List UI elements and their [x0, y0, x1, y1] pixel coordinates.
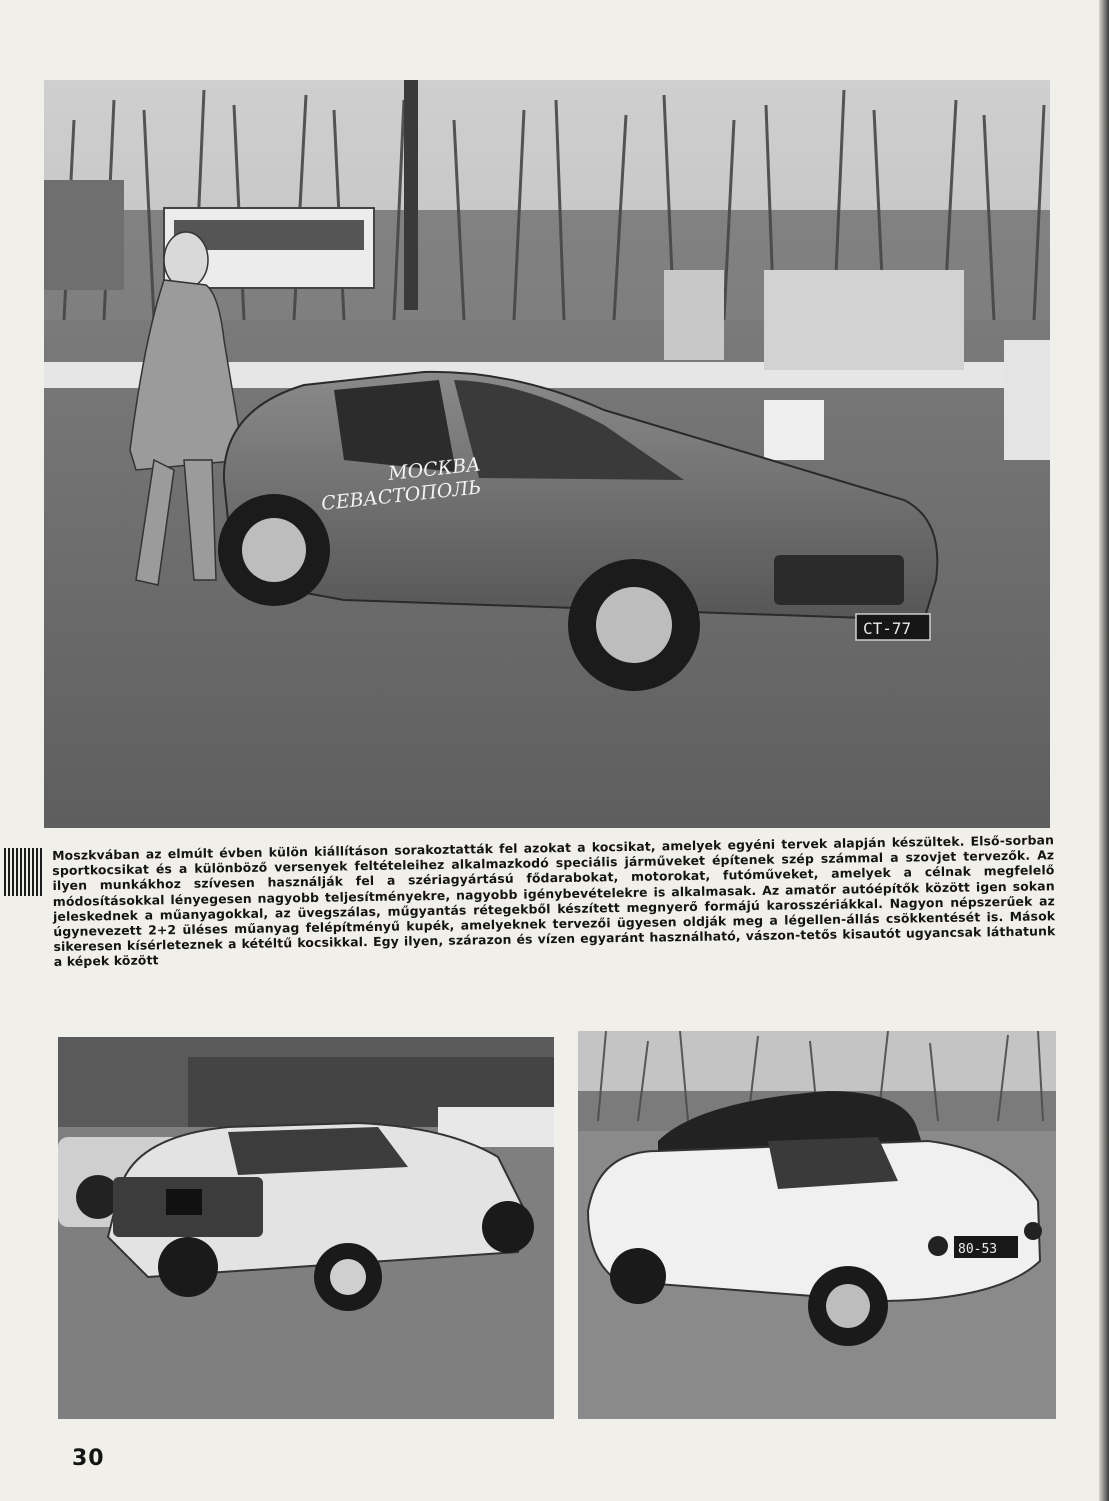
photo-coupe-rear — [58, 1037, 554, 1419]
left-photo-illustration — [58, 1037, 554, 1419]
door-lettering-line2: СЕВАСТОПОЛЬ — [320, 476, 483, 515]
page-number: 30 — [72, 1446, 105, 1471]
photo-amphibious-car — [578, 1031, 1056, 1419]
right-photo-illustration — [578, 1031, 1056, 1419]
caption-marker — [4, 848, 44, 896]
page-edge — [1099, 0, 1109, 1501]
right-license-plate: 80-53 — [958, 1242, 998, 1257]
main-photo-sports-car — [44, 80, 1050, 828]
door-lettering-line1: МОСКВА — [387, 453, 482, 485]
article-caption: Moszkvában az elmúlt évben külön kiállításon sorakoztatták fel azokat a kocsikat, amelyek egyéni tervek alapján készültek. Első-sorban sportkocsikat és a különböző versenyek feltételeihez alkalmazkodó speciális járműveket építenek szép számmal a szovjet tervezők. Az ilyen munkákhoz szívesen használják fel a szériagyártású fődarabokat, motorokat, futóműveket, amelyek a célnak megfelelő módosításokkal lényegesen nagyobb teljesítményekre, nagyobb igénybevételekre is alkalmasak. Az amatőr autóépítők között igen sokan jeleskednek a műanyagokkal, az üvegszálas, műgyantás rétegekből készített megnyerő formájú karosszériákkal. Nagyon népszerűek az úgynevezett 2+2 üléses műanyag felépítményű kupék, amelyeknek tervezői ügyesen oldják meg a légellen-állás csökkentését is. Mások sikeresen kísérleteznek a kétéltű kocsikkal. Egy ilyen, szárazon és vízen egyaránt használható, vászon-tetős kisautót ugyancsak láthatunk a képek között — [52, 832, 1056, 970]
main-photo-illustration — [44, 80, 1050, 828]
main-license-plate: CT-77 — [863, 619, 912, 638]
